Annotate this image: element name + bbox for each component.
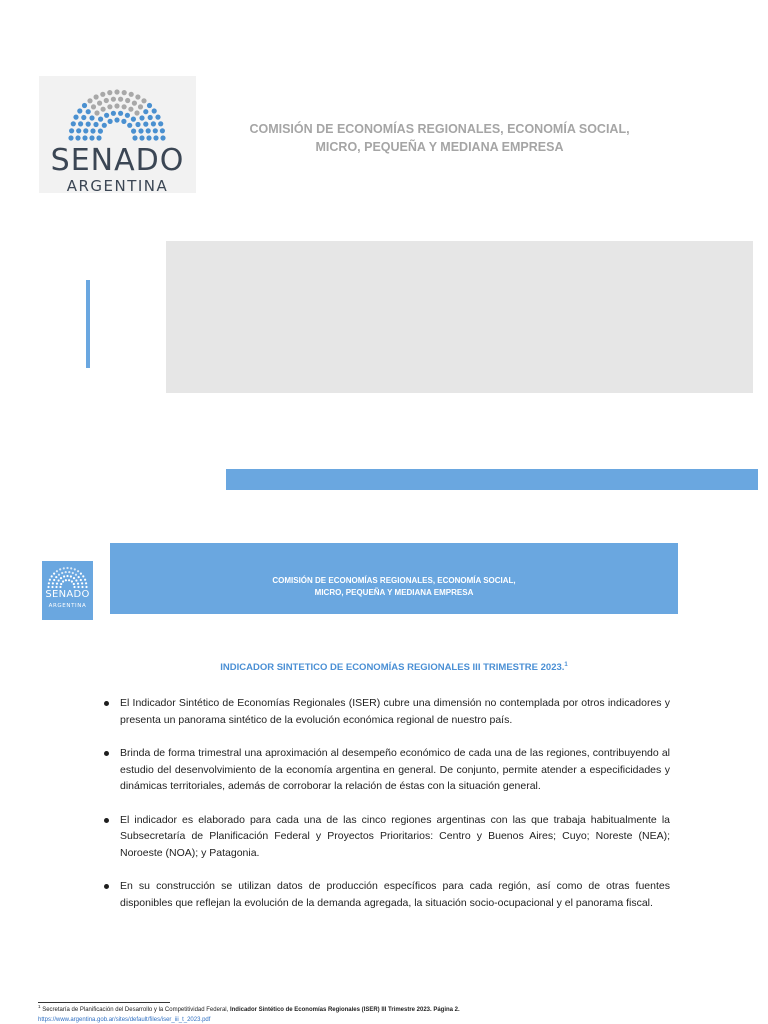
banner-line-2: MICRO, PEQUEÑA Y MEDIANA EMPRESA [314, 588, 474, 597]
hemicycle-dot [71, 121, 76, 126]
hemicycle-dot [91, 104, 96, 109]
cover-divider-bar [226, 469, 758, 490]
hemicycle-dot [138, 128, 143, 133]
hemicycle-dot [84, 579, 86, 581]
hemicycle-dot [77, 586, 79, 588]
hemicycle-dot [96, 135, 101, 140]
hemicycle-dot [78, 121, 83, 126]
bullet-list [104, 695, 670, 928]
hemicycle-dot [114, 89, 119, 94]
hemicycle-dot [138, 104, 143, 109]
senado-mini-hemicycle-icon [42, 561, 93, 591]
hemicycle-dot [134, 110, 139, 115]
hemicycle-dot [63, 575, 65, 577]
hemicycle-dot [60, 577, 62, 579]
hemicycle-dot [48, 582, 50, 584]
hemicycle-dot [85, 582, 87, 584]
cover-accent-bar [86, 280, 90, 368]
hemicycle-dot [131, 129, 136, 134]
hemicycle-dot [85, 586, 87, 588]
hemicycle-dot [129, 92, 134, 97]
footnote-reference: 1 [564, 661, 568, 668]
hemicycle-dot [65, 571, 67, 573]
banner-line-1: COMISIÓN DE ECONOMÍAS REGIONALES, ECONOMÍA SOCIAL, [272, 576, 516, 585]
hemicycle-dot [51, 586, 53, 588]
hemicycle-dot [77, 570, 79, 572]
commission-title-line-1: COMISIÓN DE ECONOMÍAS REGIONALES, ECONOMÍA SOCIAL, [249, 122, 630, 136]
hemicycle-dot [73, 115, 78, 120]
hemicycle-dot [73, 583, 75, 585]
hemicycle-dot [80, 573, 82, 575]
hemicycle-dot [83, 128, 88, 133]
hemicycle-dot [143, 122, 148, 127]
hemicycle-dot [125, 113, 130, 118]
hemicycle-dot [81, 586, 83, 588]
hemicycle-dot [75, 574, 77, 576]
hemicycle-dot [62, 580, 64, 582]
hemicycle-dot [80, 579, 82, 581]
hemicycle-dot [158, 121, 163, 126]
hemicycle-dot [107, 104, 112, 109]
hemicycle-dot [59, 568, 61, 570]
hemicycle-dot [132, 135, 137, 140]
hemicycle-dot [86, 109, 91, 114]
bullet-item: En su construcción se utilizan datos de producción específicos para cada región, así como de otras fuentes disponibles que reflejan la evolución de la demanda agregada, la situación socio-ocupacional y el panorama fiscal. [104, 878, 670, 911]
commission-title-line-2: MICRO, PEQUEÑA Y MEDIANA EMPRESA [315, 140, 564, 154]
hemicycle-dot [118, 111, 123, 116]
hemicycle-dot [114, 103, 119, 108]
hemicycle-dot [111, 97, 116, 102]
senado-hemicycle-icon [39, 76, 196, 146]
hemicycle-dot [90, 128, 95, 133]
hemicycle-dot [49, 579, 51, 581]
senado-logo [39, 76, 196, 193]
footnote-link[interactable]: https://www.argentina.gob.ar/sites/default/files/iser_iii_t_2023.pdf [38, 1017, 211, 1023]
hemicycle-dot [82, 575, 84, 577]
hemicycle-dot [98, 129, 103, 134]
hemicycle-dot [68, 571, 70, 573]
bullet-item: El indicador es elaborado para cada una de las cinco regiones argentinas con las que trabaja habitualmente la Subsecretaría de Planificación Federal y Proyectos Prioritarios: Centro y Buenos Aires; Cuyo; Noreste (NEA); Noroeste (NOA); y Patagonia. [104, 812, 670, 862]
hemicycle-dot [81, 115, 86, 120]
hemicycle-dot [68, 135, 73, 140]
hemicycle-dot [66, 567, 68, 569]
hemicycle-dot [93, 122, 98, 127]
hemicycle-dot [160, 135, 165, 140]
hemicycle-dot [114, 117, 119, 122]
footnote [38, 1006, 758, 1014]
hemicycle-dot [78, 576, 80, 578]
hemicycle-dot [81, 582, 83, 584]
hemicycle-dot [56, 570, 58, 572]
hemicycle-dot [94, 110, 99, 115]
hemicycle-dot [60, 583, 62, 585]
logo-word-argentina: ARGENTINA [66, 177, 169, 195]
hemicycle-dot [122, 104, 127, 109]
page-header-banner [110, 543, 678, 614]
hemicycle-dot [58, 574, 60, 576]
hemicycle-dot [47, 586, 49, 588]
hemicycle-dot [125, 98, 130, 103]
hemicycle-dot [111, 111, 116, 116]
commission-title [232, 120, 647, 156]
hemicycle-dot [122, 90, 127, 95]
hemicycle-dot [77, 583, 79, 585]
hemicycle-dot [98, 117, 103, 122]
hemicycle-dot [147, 103, 152, 108]
hemicycle-dot [94, 94, 99, 99]
hemicycle-dot [55, 576, 57, 578]
hemicycle-dot [89, 135, 94, 140]
footnote-number: 1 [38, 1004, 41, 1009]
hemicycle-dot [72, 572, 74, 574]
hemicycle-dot [127, 123, 132, 128]
hemicycle-dot [52, 582, 54, 584]
hemicycle-dot [69, 128, 74, 133]
hemicycle-dot [73, 586, 75, 588]
hemicycle-dot [160, 128, 165, 133]
hemicycle-dot [87, 98, 92, 103]
hemicycle-dot [135, 94, 140, 99]
hemicycle-dot [135, 122, 140, 127]
hemicycle-dot [139, 135, 144, 140]
hemicycle-dot [53, 573, 55, 575]
hemicycle-dot [73, 577, 75, 579]
hemicycle-dot [107, 90, 112, 95]
footnote-title: Indicador Sintético de Economías Regionales (ISER) III Trimestre 2023. Página 2. [229, 1007, 460, 1013]
hemicycle-dot [89, 115, 94, 120]
footnote-source: Secretaría de Planificación del Desarrollo y la Competitividad Federal, [42, 1007, 229, 1013]
hemicycle-dot [56, 583, 58, 585]
hemicycle-dot [153, 135, 158, 140]
hemicycle-dot [100, 92, 105, 97]
hemicycle-dot [74, 568, 76, 570]
footnote-separator [38, 1002, 170, 1003]
hemicycle-dot [61, 572, 63, 574]
logo-word-senado: SENADO [50, 143, 185, 178]
hemicycle-dot [70, 567, 72, 569]
hemicycle-dot [101, 107, 106, 112]
hemicycle-dot [146, 135, 151, 140]
hemicycle-dot [82, 135, 87, 140]
hemicycle-dot [76, 128, 81, 133]
hemicycle-dot [68, 579, 70, 581]
hemicycle-dot [121, 119, 126, 124]
hemicycle-dot [86, 122, 91, 127]
hemicycle-dot [148, 115, 153, 120]
mini-logo-word-senado: SENADO [45, 589, 90, 600]
hemicycle-dot [104, 98, 109, 103]
section-heading-text: INDICADOR SINTETICO DE ECONOMÍAS REGIONALES III TRIMESTRE 2023. [220, 662, 565, 673]
hemicycle-dot [59, 586, 61, 588]
hemicycle-dot [58, 579, 60, 581]
hemicycle-dot [139, 115, 144, 120]
hemicycle-dot [104, 113, 109, 118]
bullet-item: El Indicador Sintético de Economías Regionales (ISER) cubre una dimensión no contemplada por otros indicadores y presenta un panorama sintético de la evolución económica regional de nuestro país. [104, 695, 670, 728]
hemicycle-dot [143, 109, 148, 114]
hemicycle-dot [141, 98, 146, 103]
hemicycle-dot [102, 123, 107, 128]
hemicycle-dot [131, 117, 136, 122]
hemicycle-dot [97, 101, 102, 106]
hemicycle-dot [53, 579, 55, 581]
hemicycle-dot [55, 586, 57, 588]
section-heading [110, 662, 678, 673]
hemicycle-dot [66, 575, 68, 577]
hemicycle-dot [153, 128, 158, 133]
hemicycle-dot [75, 579, 77, 581]
hemicycle-dot [51, 575, 53, 577]
mini-logo-word-argentina: ARGENTINA [48, 603, 87, 609]
hemicycle-dot [77, 108, 82, 113]
hemicycle-dot [75, 135, 80, 140]
hemicycle-dot [155, 115, 160, 120]
hemicycle-dot [70, 575, 72, 577]
senado-mini-logo [42, 561, 93, 620]
hemicycle-dot [151, 121, 156, 126]
hemicycle-dot [118, 97, 123, 102]
cover-title-box [166, 241, 753, 393]
hemicycle-dot [132, 101, 137, 106]
hemicycle-dot [152, 108, 157, 113]
hemicycle-dot [71, 580, 73, 582]
hemicycle-dot [146, 128, 151, 133]
hemicycle-dot [82, 103, 87, 108]
hemicycle-dot [65, 579, 67, 581]
hemicycle-dot [108, 119, 113, 124]
hemicycle-dot [63, 567, 65, 569]
bullet-item: Brinda de forma trimestral una aproximación al desempeño económico de cada una de las regiones, contribuyendo al estudio del desenvolvimiento de la economía argentina en general. De conjunto, permite atender a especificidades y dinámicas territoriales, además de corroborar la relación de éstas con la situación general. [104, 745, 670, 795]
hemicycle-dot [128, 107, 133, 112]
